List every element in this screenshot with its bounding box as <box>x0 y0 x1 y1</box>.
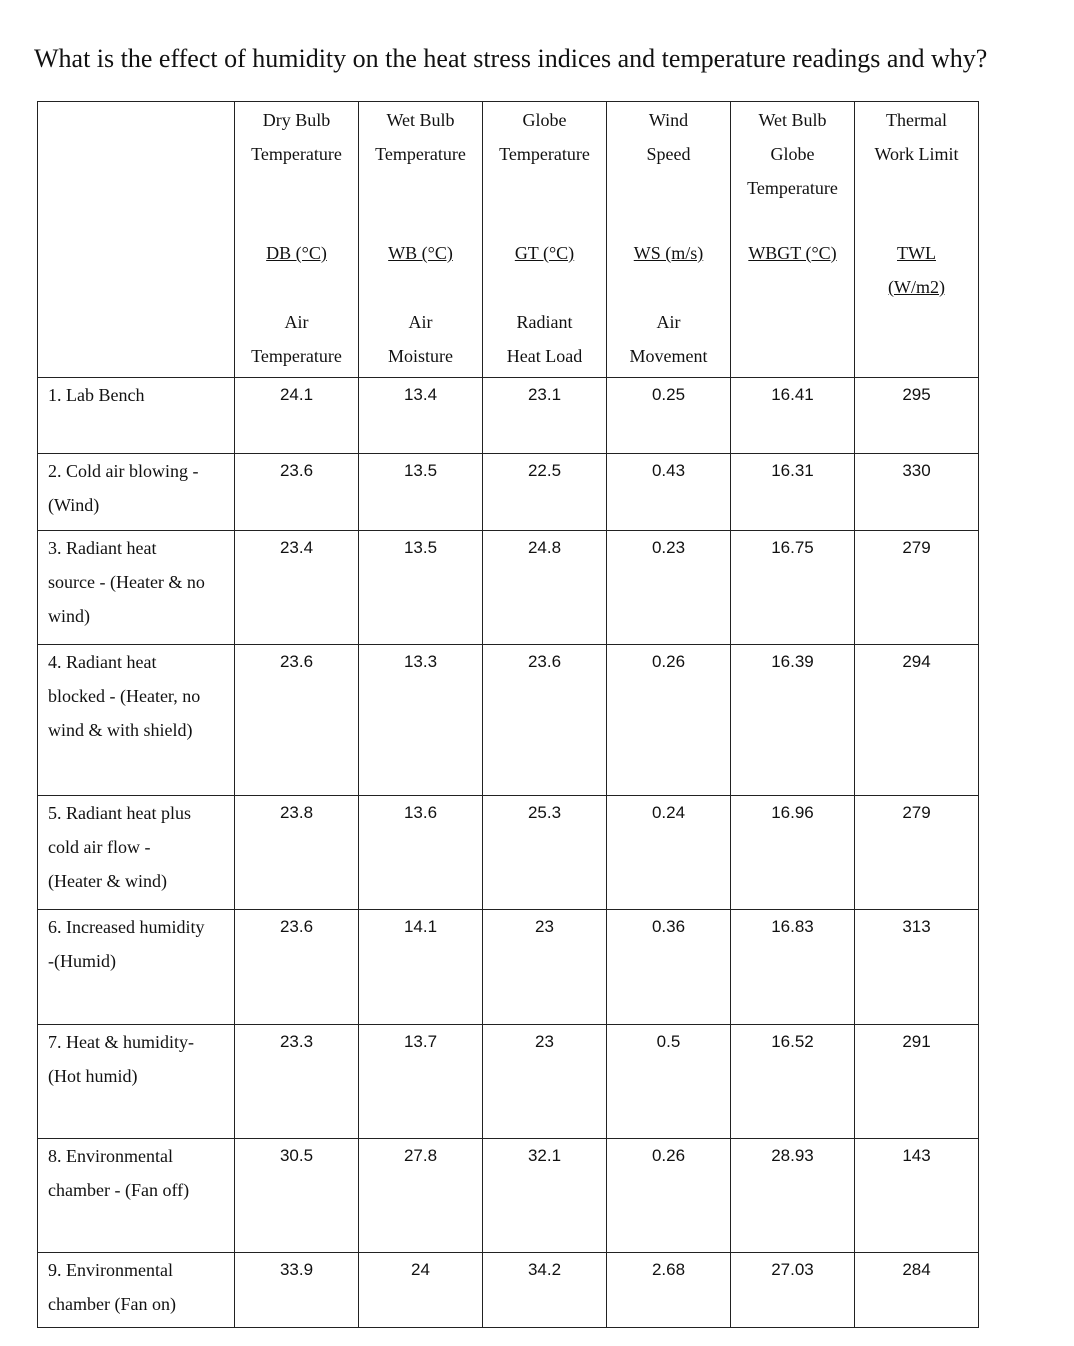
table-cell: 0.25 <box>607 378 731 454</box>
column-symbol: TWL (W/m2) <box>888 243 945 297</box>
table-cell: 22.5 <box>483 454 607 531</box>
table-row <box>38 1139 979 1253</box>
column-header-cell <box>235 102 359 378</box>
results-table <box>37 101 979 1328</box>
table-cell: 2.68 <box>607 1253 731 1328</box>
table-cell: 13.3 <box>359 645 483 796</box>
column-category: Radiant Heat Load <box>506 312 583 366</box>
table-cell: 16.41 <box>731 378 855 454</box>
column-category: Air Moisture <box>388 312 453 366</box>
table-row <box>38 796 979 910</box>
table-row <box>38 1253 979 1328</box>
table-cell: 0.26 <box>607 645 731 796</box>
row-label: 9. Environmental chamber (Fan on) <box>38 1253 235 1328</box>
column-header <box>607 102 730 377</box>
column-name: Wind Speed <box>646 110 691 164</box>
table-cell: 23 <box>483 910 607 1025</box>
column-name: Thermal Work Limit <box>874 110 959 164</box>
column-header-cell <box>359 102 483 378</box>
question-heading: What is the effect of humidity on the heat stress indices and temperature readings and why? <box>34 44 988 73</box>
table-row <box>38 531 979 645</box>
table-cell: 24.1 <box>235 378 359 454</box>
column-symbol: WBGT (°C) <box>748 243 837 263</box>
table-cell: 27.8 <box>359 1139 483 1253</box>
table-cell: 32.1 <box>483 1139 607 1253</box>
table-cell: 23.1 <box>483 378 607 454</box>
column-header <box>731 102 854 377</box>
table-cell: 313 <box>855 910 979 1025</box>
column-category: Air Movement <box>629 312 708 366</box>
table-cell: 16.52 <box>731 1025 855 1139</box>
table-cell: 0.26 <box>607 1139 731 1253</box>
column-header-cell <box>483 102 607 378</box>
table-cell: 23.6 <box>235 910 359 1025</box>
column-header <box>359 102 482 377</box>
column-header <box>855 102 978 377</box>
header-corner-cell <box>38 102 235 378</box>
table-cell: 13.5 <box>359 531 483 645</box>
row-label: 1. Lab Bench <box>38 378 235 454</box>
table-body <box>38 102 979 1328</box>
table-cell: 143 <box>855 1139 979 1253</box>
row-label: 2. Cold air blowing - (Wind) <box>38 454 235 531</box>
table-cell: 330 <box>855 454 979 531</box>
table-cell: 23.3 <box>235 1025 359 1139</box>
header-row <box>38 102 979 378</box>
table-row <box>38 910 979 1025</box>
row-label: 8. Environmental chamber - (Fan off) <box>38 1139 235 1253</box>
column-symbol: WB (°C) <box>388 243 453 263</box>
table-cell: 16.31 <box>731 454 855 531</box>
table-cell: 0.24 <box>607 796 731 910</box>
row-label: 4. Radiant heat blocked - (Heater, no wind & with shield) <box>38 645 235 796</box>
column-symbol: WS (m/s) <box>633 243 704 263</box>
table-cell: 0.36 <box>607 910 731 1025</box>
table-cell: 0.5 <box>607 1025 731 1139</box>
column-header-cell <box>731 102 855 378</box>
column-name: Globe Temperature <box>499 110 590 164</box>
column-name: Wet Bulb Globe Temperature <box>747 110 838 198</box>
table-cell: 14.1 <box>359 910 483 1025</box>
column-name: Dry Bulb Temperature <box>251 110 342 164</box>
table-row <box>38 454 979 531</box>
table-cell: 16.39 <box>731 645 855 796</box>
column-header-cell <box>607 102 731 378</box>
table-row <box>38 378 979 454</box>
row-label: 5. Radiant heat plus cold air flow - (Heater & wind) <box>38 796 235 910</box>
table-cell: 294 <box>855 645 979 796</box>
table-cell: 13.4 <box>359 378 483 454</box>
table-cell: 13.6 <box>359 796 483 910</box>
column-symbol: DB (°C) <box>266 243 327 263</box>
row-label: 3. Radiant heat source - (Heater & no wind) <box>38 531 235 645</box>
table-cell: 23.6 <box>235 645 359 796</box>
column-header-cell <box>855 102 979 378</box>
table-cell: 28.93 <box>731 1139 855 1253</box>
column-symbol: GT (°C) <box>514 243 575 263</box>
table-cell: 34.2 <box>483 1253 607 1328</box>
column-name: Wet Bulb Temperature <box>375 110 466 164</box>
table-row <box>38 645 979 796</box>
table-cell: 279 <box>855 796 979 910</box>
table-cell: 284 <box>855 1253 979 1328</box>
table-row <box>38 1025 979 1139</box>
table-cell: 33.9 <box>235 1253 359 1328</box>
table-cell: 23.4 <box>235 531 359 645</box>
table-cell: 23.6 <box>235 454 359 531</box>
table-cell: 16.75 <box>731 531 855 645</box>
row-label: 6. Increased humidity -(Humid) <box>38 910 235 1025</box>
table-cell: 23 <box>483 1025 607 1139</box>
table-cell: 295 <box>855 378 979 454</box>
table-cell: 13.5 <box>359 454 483 531</box>
column-category: Air Temperature <box>251 312 342 366</box>
table-cell: 0.43 <box>607 454 731 531</box>
table-cell: 291 <box>855 1025 979 1139</box>
row-label: 7. Heat & humidity- (Hot humid) <box>38 1025 235 1139</box>
table-cell: 30.5 <box>235 1139 359 1253</box>
table-cell: 23.8 <box>235 796 359 910</box>
table-cell: 24.8 <box>483 531 607 645</box>
table-cell: 23.6 <box>483 645 607 796</box>
table-cell: 27.03 <box>731 1253 855 1328</box>
table-cell: 24 <box>359 1253 483 1328</box>
table-cell: 13.7 <box>359 1025 483 1139</box>
column-header <box>483 102 606 377</box>
table-cell: 279 <box>855 531 979 645</box>
table-cell: 16.96 <box>731 796 855 910</box>
table-cell: 0.23 <box>607 531 731 645</box>
table-cell: 25.3 <box>483 796 607 910</box>
table-cell: 16.83 <box>731 910 855 1025</box>
column-header <box>235 102 358 377</box>
